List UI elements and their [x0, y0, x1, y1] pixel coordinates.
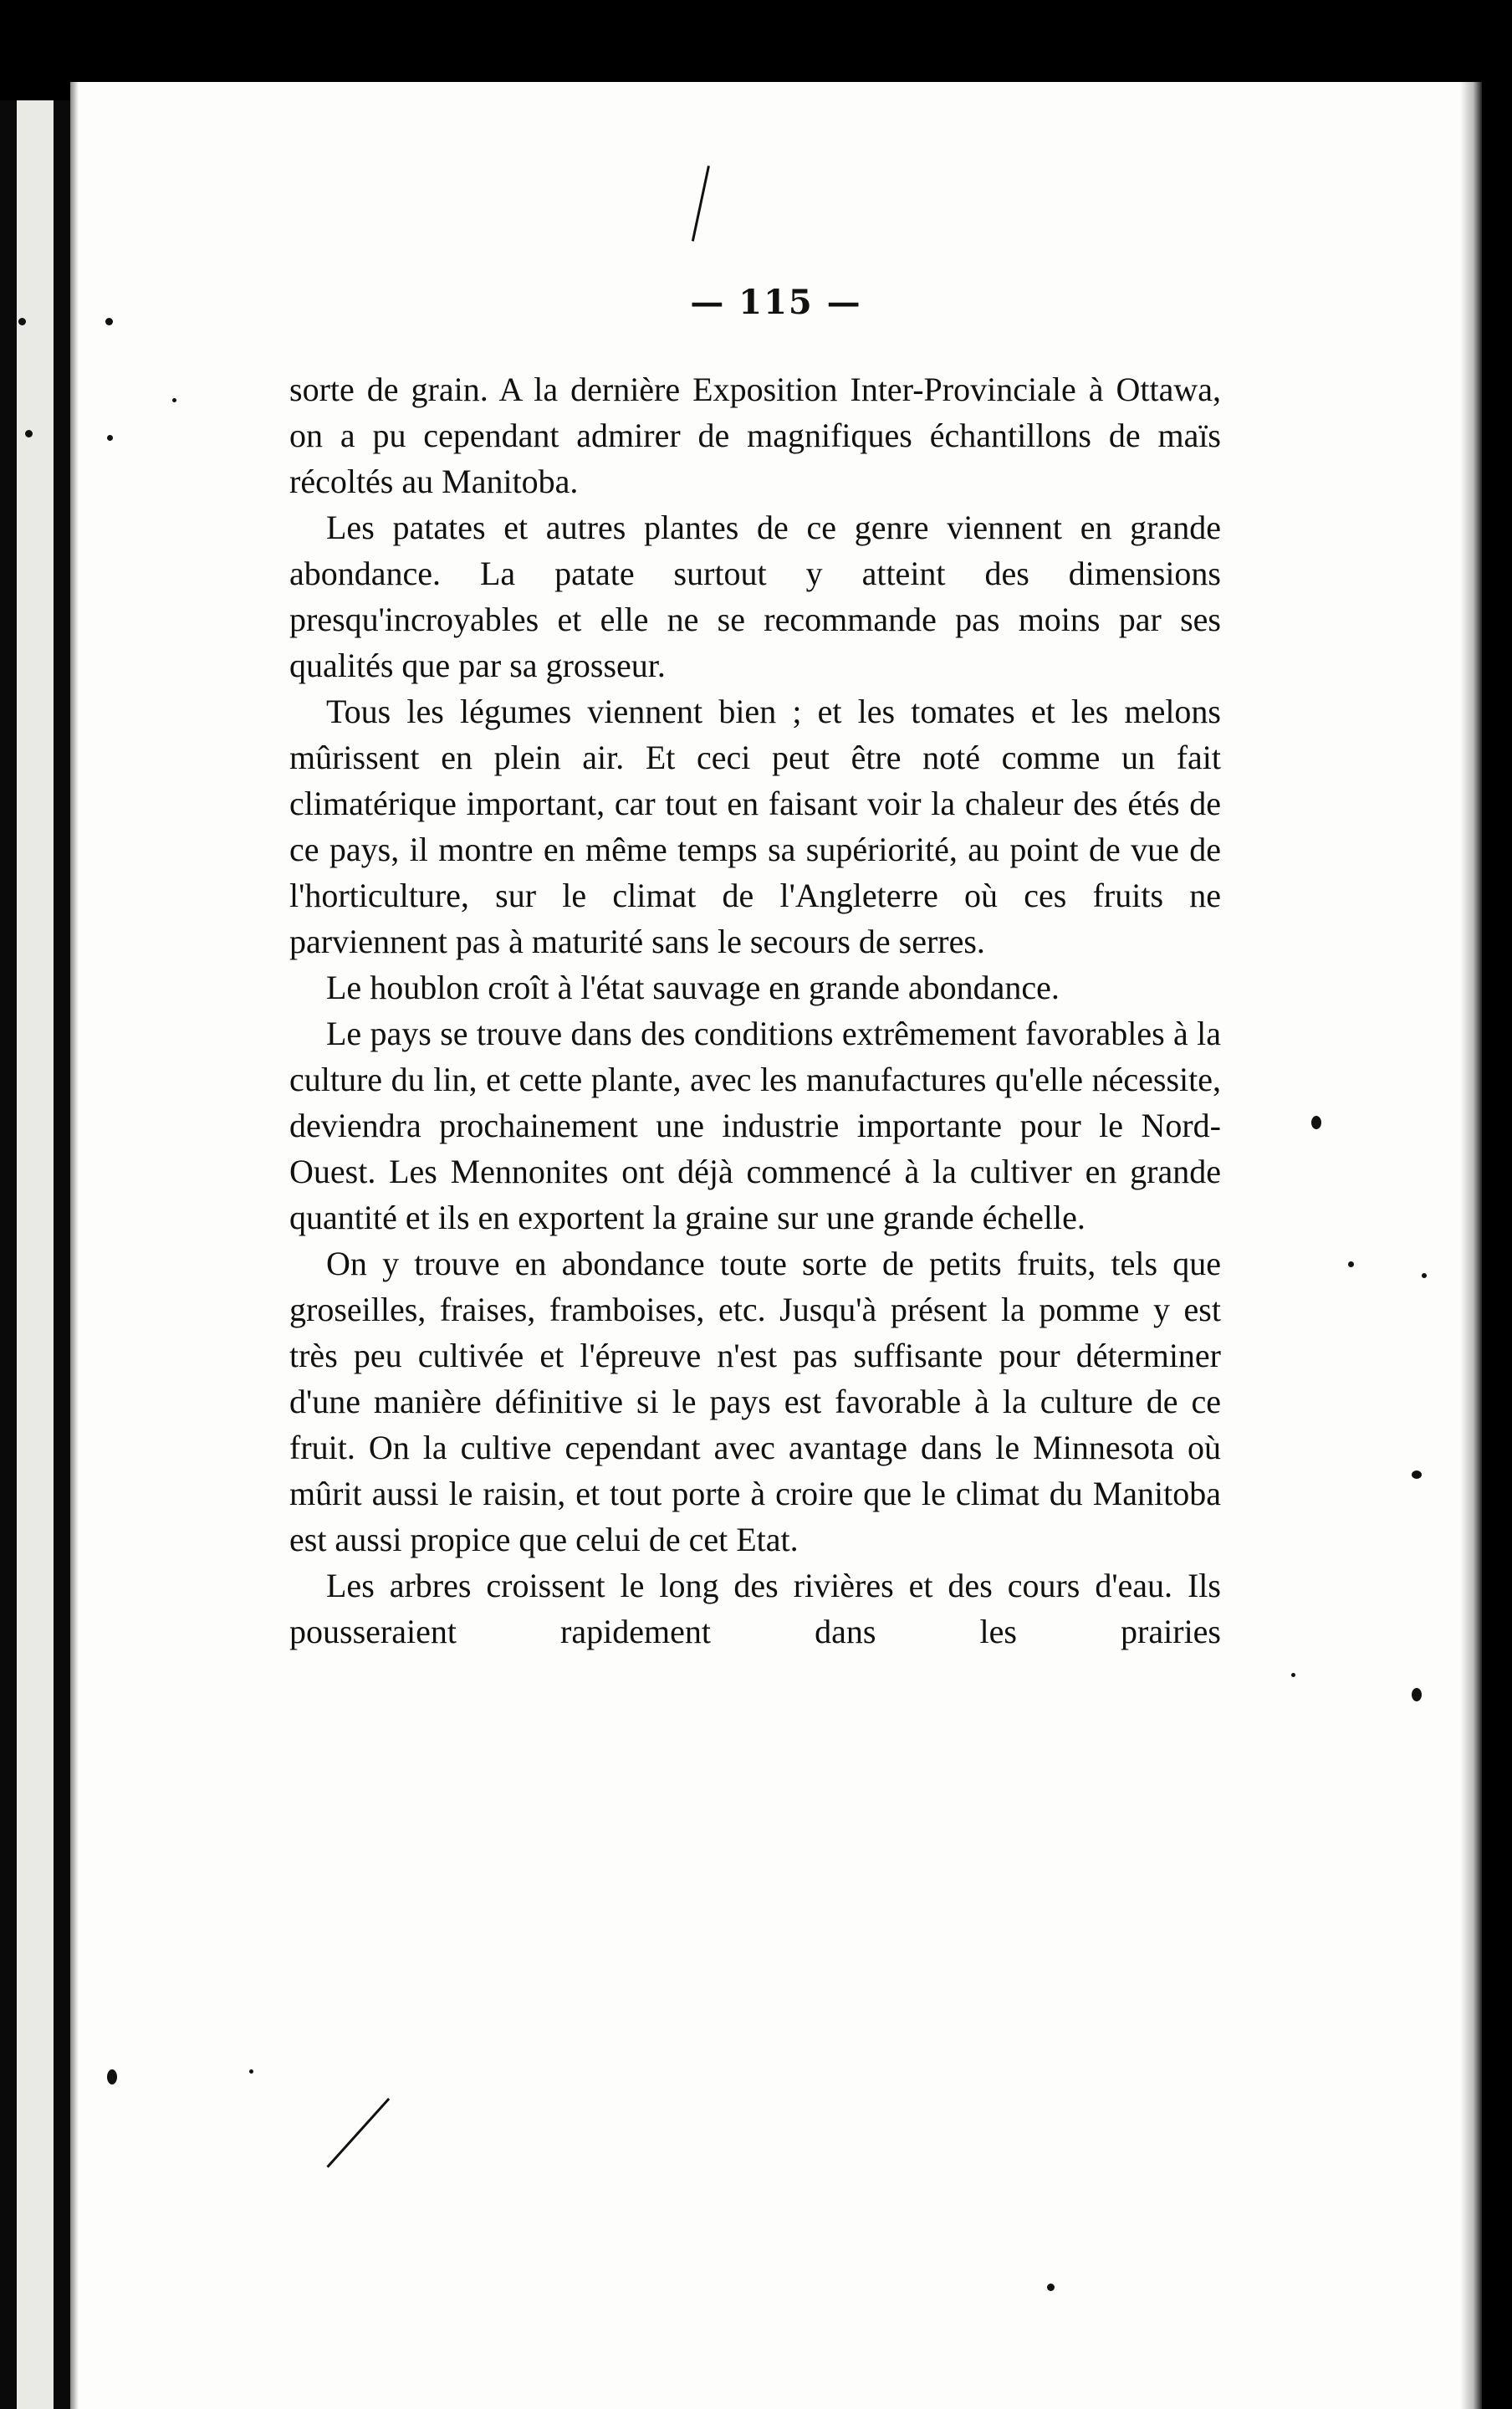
facing-page-edge [17, 100, 54, 2409]
scan-speck [25, 430, 33, 437]
scan-speck [1348, 1261, 1354, 1267]
paragraph: Les arbres croissent le long des rivières et des cours d'eau. Ils pousseraient rapidement dans les prairies [289, 1567, 1221, 1650]
paragraph: On y trouve en abondance toute sorte de petits fruits, tels que groseilles, fraises, framboises, etc. Jusqu'à présent la pomme y est très peu cultivée et l'épreuve n'est pas suffisante pour déterminer d'une manière définitive si le pays est favorable à la culture de ce fruit. On la cultive cependant avec avantage dans le Minnesota où mûrit aussi le raisin, et tout porte à croire que le climat du Manitoba est aussi propice que celui de cet Etat. [289, 1245, 1221, 1558]
scan-speck [172, 398, 176, 402]
scan-speck [105, 318, 113, 325]
scan-speck [1311, 1116, 1321, 1129]
scan-speck [1291, 1673, 1295, 1677]
scan-speck [1047, 2284, 1055, 2291]
scan-speck [1422, 1273, 1427, 1278]
paragraph: Les patates et autres plantes de ce genre viennent en grande abondance. La patate surtout y atteint des dimensions presqu'incroyables et elle ne se recommande pas moins par ses qualités que par sa grosseur. [289, 509, 1221, 684]
scan-speck [1412, 1470, 1422, 1479]
paragraph: Le houblon croît à l'état sauvage en grande abondance. [326, 969, 1060, 1006]
paragraph: sorte de grain. A la dernière Exposition Inter-Provinciale à Ottawa, on a pu cependant admirer de magnifiques échantillons de maïs récoltés au Manitoba. [289, 371, 1221, 500]
scan-speck [1412, 1688, 1422, 1701]
gutter-shadow [70, 82, 79, 2409]
page-number: — 115 — [690, 283, 862, 322]
scan-speck [107, 435, 113, 441]
scan-speck [107, 2069, 117, 2084]
pencil-mark [692, 166, 710, 242]
paragraph: Tous les légumes viennent bien ; et les tomates et les melons mûrissent en plein air. Et ceci peut être noté comme un fait climatérique important, car tout en faisant voir la chaleur des étés de ce pays, il montre en même temps sa supériorité, au point de vue de l'horticulture, sur le climat de l'Angleterre où ces fruits ne parviennent pas à maturité sans le secours de serres. [289, 693, 1221, 960]
scan-speck [249, 2069, 253, 2074]
scan-speck [18, 318, 26, 325]
paragraph: Le pays se trouve dans des conditions extrêmement favorables à la culture du lin, et cette plante, avec les manufactures qu'elle nécessite, deviendra prochainement une industrie importante pour le Nord-Ouest. Les Mennonites ont déjà commencé à la cultiver en grande quantité et ils en exportent la graine sur une grande échelle. [289, 1015, 1221, 1236]
book-page [70, 82, 1482, 2409]
page-right-edge [1460, 82, 1482, 2409]
pencil-mark [326, 2098, 390, 2168]
body-text [289, 366, 1221, 1655]
